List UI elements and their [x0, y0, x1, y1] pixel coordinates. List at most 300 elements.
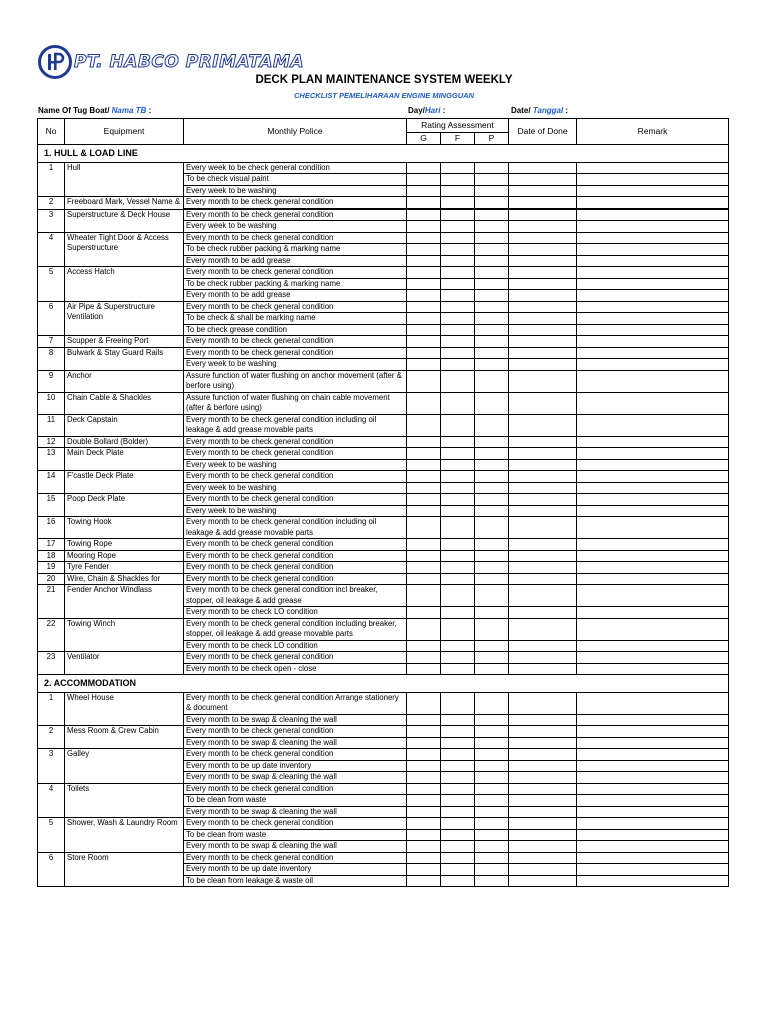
- rating-p-cell[interactable]: [475, 471, 509, 483]
- rating-f-cell[interactable]: [441, 852, 475, 864]
- remark-cell[interactable]: [577, 726, 729, 738]
- rating-f-cell[interactable]: [441, 517, 475, 539]
- rating-p-cell[interactable]: [475, 772, 509, 784]
- rating-g-cell[interactable]: [407, 185, 441, 197]
- date-done-cell[interactable]: [509, 829, 577, 841]
- rating-g-cell[interactable]: [407, 392, 441, 414]
- remark-cell[interactable]: [577, 864, 729, 876]
- rating-p-cell[interactable]: [475, 818, 509, 830]
- remark-cell[interactable]: [577, 760, 729, 772]
- rating-g-cell[interactable]: [407, 336, 441, 348]
- rating-p-cell[interactable]: [475, 392, 509, 414]
- rating-f-cell[interactable]: [441, 726, 475, 738]
- rating-p-cell[interactable]: [475, 783, 509, 795]
- rating-g-cell[interactable]: [407, 221, 441, 233]
- rating-p-cell[interactable]: [475, 267, 509, 279]
- remark-cell[interactable]: [577, 436, 729, 448]
- rating-g-cell[interactable]: [407, 436, 441, 448]
- remark-cell[interactable]: [577, 209, 729, 221]
- date-done-cell[interactable]: [509, 737, 577, 749]
- item-equipment: F'castle Deck Plate: [65, 471, 184, 494]
- rating-f-cell[interactable]: [441, 795, 475, 807]
- rating-f-cell[interactable]: [441, 370, 475, 392]
- item-equipment: Chain Cable & Shackles: [65, 392, 184, 414]
- item-police-line: Every month to be check general condition: [184, 448, 407, 460]
- rating-p-cell[interactable]: [475, 459, 509, 471]
- rating-g-cell[interactable]: [407, 607, 441, 619]
- date-done-cell[interactable]: [509, 185, 577, 197]
- date-done-cell[interactable]: [509, 864, 577, 876]
- date-done-cell[interactable]: [509, 162, 577, 174]
- date-done-cell[interactable]: [509, 749, 577, 761]
- remark-cell[interactable]: [577, 448, 729, 460]
- rating-p-cell[interactable]: [475, 652, 509, 664]
- remark-cell[interactable]: [577, 749, 729, 761]
- remark-cell[interactable]: [577, 607, 729, 619]
- remark-cell[interactable]: [577, 459, 729, 471]
- remark-cell[interactable]: [577, 301, 729, 313]
- rating-g-cell[interactable]: [407, 494, 441, 506]
- rating-p-cell[interactable]: [475, 370, 509, 392]
- remark-cell[interactable]: [577, 562, 729, 574]
- rating-g-cell[interactable]: [407, 875, 441, 887]
- rating-g-cell[interactable]: [407, 505, 441, 517]
- rating-p-cell[interactable]: [475, 313, 509, 325]
- rating-g-cell[interactable]: [407, 640, 441, 652]
- rating-f-cell[interactable]: [441, 313, 475, 325]
- date-done-cell[interactable]: [509, 392, 577, 414]
- item-police-line: Every month to be check general condition Arrange stationery & document: [184, 692, 407, 714]
- rating-g-cell[interactable]: [407, 448, 441, 460]
- rating-g-cell[interactable]: [407, 482, 441, 494]
- remark-cell[interactable]: [577, 370, 729, 392]
- rating-f-cell[interactable]: [441, 232, 475, 244]
- date-done-cell[interactable]: [509, 267, 577, 279]
- rating-p-cell[interactable]: [475, 714, 509, 726]
- rating-g-cell[interactable]: [407, 459, 441, 471]
- rating-p-cell[interactable]: [475, 806, 509, 818]
- rating-p-cell[interactable]: [475, 585, 509, 607]
- remark-cell[interactable]: [577, 232, 729, 244]
- rating-p-cell[interactable]: [475, 562, 509, 574]
- item-police-line: Every month to be add grease: [184, 290, 407, 302]
- date-done-cell[interactable]: [509, 197, 577, 209]
- rating-g-cell[interactable]: [407, 829, 441, 841]
- rating-p-cell[interactable]: [475, 209, 509, 221]
- date-done-cell[interactable]: [509, 852, 577, 864]
- day-field[interactable]: [408, 106, 445, 115]
- date-done-cell[interactable]: [509, 692, 577, 714]
- rating-g-cell[interactable]: [407, 852, 441, 864]
- rating-f-cell[interactable]: [441, 539, 475, 551]
- rating-f-cell[interactable]: [441, 640, 475, 652]
- rating-p-cell[interactable]: [475, 760, 509, 772]
- remark-cell[interactable]: [577, 359, 729, 371]
- remark-cell[interactable]: [577, 471, 729, 483]
- rating-p-cell[interactable]: [475, 573, 509, 585]
- rating-p-cell[interactable]: [475, 347, 509, 359]
- rating-g-cell[interactable]: [407, 517, 441, 539]
- rating-f-cell[interactable]: [441, 301, 475, 313]
- rating-f-cell[interactable]: [441, 414, 475, 436]
- remark-cell[interactable]: [577, 829, 729, 841]
- date-done-cell[interactable]: [509, 290, 577, 302]
- item-no: 11: [38, 414, 65, 436]
- remark-cell[interactable]: [577, 714, 729, 726]
- rating-f-cell[interactable]: [441, 829, 475, 841]
- date-done-cell[interactable]: [509, 539, 577, 551]
- rating-p-cell[interactable]: [475, 290, 509, 302]
- remark-cell[interactable]: [577, 539, 729, 551]
- remark-cell[interactable]: [577, 336, 729, 348]
- date-done-cell[interactable]: [509, 818, 577, 830]
- tug-name-label: Name Of Tug Boat/: [38, 106, 110, 115]
- rating-f-cell[interactable]: [441, 494, 475, 506]
- date-done-cell[interactable]: [509, 494, 577, 506]
- remark-cell[interactable]: [577, 244, 729, 256]
- rating-g-cell[interactable]: [407, 663, 441, 675]
- rating-g-cell[interactable]: [407, 471, 441, 483]
- rating-f-cell[interactable]: [441, 290, 475, 302]
- rating-g-cell[interactable]: [407, 783, 441, 795]
- rating-f-cell[interactable]: [441, 392, 475, 414]
- rating-f-cell[interactable]: [441, 278, 475, 290]
- remark-cell[interactable]: [577, 517, 729, 539]
- rating-g-cell[interactable]: [407, 370, 441, 392]
- rating-g-cell[interactable]: [407, 618, 441, 640]
- date-done-cell[interactable]: [509, 436, 577, 448]
- rating-f-cell[interactable]: [441, 448, 475, 460]
- rating-p-cell[interactable]: [475, 692, 509, 714]
- rating-p-cell[interactable]: [475, 829, 509, 841]
- rating-f-cell[interactable]: [441, 174, 475, 186]
- rating-g-cell[interactable]: [407, 313, 441, 325]
- tug-name-field[interactable]: [38, 106, 151, 115]
- rating-f-cell[interactable]: [441, 841, 475, 853]
- item-police-line: To be clean from waste: [184, 795, 407, 807]
- rating-p-cell[interactable]: [475, 607, 509, 619]
- rating-f-cell[interactable]: [441, 806, 475, 818]
- date-done-cell[interactable]: [509, 448, 577, 460]
- table-row: [38, 585, 729, 607]
- date-done-cell[interactable]: [509, 174, 577, 186]
- rating-f-cell[interactable]: [441, 760, 475, 772]
- rating-f-cell[interactable]: [441, 505, 475, 517]
- remark-cell[interactable]: [577, 505, 729, 517]
- remark-cell[interactable]: [577, 255, 729, 267]
- rating-f-cell[interactable]: [441, 244, 475, 256]
- rating-g-cell[interactable]: [407, 585, 441, 607]
- item-equipment: Towing Rope: [65, 539, 184, 551]
- date-done-cell[interactable]: [509, 313, 577, 325]
- rating-g-cell[interactable]: [407, 162, 441, 174]
- item-equipment: Fender Anchor Windlass: [65, 585, 184, 619]
- rating-p-cell[interactable]: [475, 482, 509, 494]
- rating-g-cell[interactable]: [407, 232, 441, 244]
- rating-g-cell[interactable]: [407, 197, 441, 209]
- rating-f-cell[interactable]: [441, 482, 475, 494]
- remark-cell[interactable]: [577, 795, 729, 807]
- rating-p-cell[interactable]: [475, 749, 509, 761]
- remark-cell[interactable]: [577, 663, 729, 675]
- remark-cell[interactable]: [577, 267, 729, 279]
- rating-p-cell[interactable]: [475, 174, 509, 186]
- rating-f-cell[interactable]: [441, 714, 475, 726]
- date-done-cell[interactable]: [509, 471, 577, 483]
- date-done-cell[interactable]: [509, 607, 577, 619]
- rating-f-cell[interactable]: [441, 459, 475, 471]
- rating-f-cell[interactable]: [441, 347, 475, 359]
- remark-cell[interactable]: [577, 852, 729, 864]
- date-done-cell[interactable]: [509, 255, 577, 267]
- rating-g-cell[interactable]: [407, 290, 441, 302]
- remark-cell[interactable]: [577, 737, 729, 749]
- date-done-cell[interactable]: [509, 550, 577, 562]
- date-done-cell[interactable]: [509, 652, 577, 664]
- rating-f-cell[interactable]: [441, 663, 475, 675]
- date-done-cell[interactable]: [509, 760, 577, 772]
- rating-g-cell[interactable]: [407, 652, 441, 664]
- rating-f-cell[interactable]: [441, 573, 475, 585]
- rating-f-cell[interactable]: [441, 692, 475, 714]
- date-done-cell[interactable]: [509, 618, 577, 640]
- remark-cell[interactable]: [577, 162, 729, 174]
- remark-cell[interactable]: [577, 347, 729, 359]
- rating-p-cell[interactable]: [475, 244, 509, 256]
- rating-g-cell[interactable]: [407, 841, 441, 853]
- remark-cell[interactable]: [577, 585, 729, 607]
- date-done-cell[interactable]: [509, 663, 577, 675]
- rating-f-cell[interactable]: [441, 818, 475, 830]
- item-police-line: Every month to be swap & cleaning the wall: [184, 806, 407, 818]
- remark-cell[interactable]: [577, 494, 729, 506]
- remark-cell[interactable]: [577, 640, 729, 652]
- rating-g-cell[interactable]: [407, 864, 441, 876]
- remark-cell[interactable]: [577, 221, 729, 233]
- rating-p-cell[interactable]: [475, 436, 509, 448]
- item-no: 2: [38, 197, 65, 210]
- tug-name-label-italic: Nama TB: [111, 106, 147, 115]
- rating-f-cell[interactable]: [441, 185, 475, 197]
- date-done-cell[interactable]: [509, 806, 577, 818]
- rating-g-cell[interactable]: [407, 255, 441, 267]
- date-done-cell[interactable]: [509, 459, 577, 471]
- remark-cell[interactable]: [577, 290, 729, 302]
- date-done-cell[interactable]: [509, 714, 577, 726]
- rating-f-cell[interactable]: [441, 618, 475, 640]
- remark-cell[interactable]: [577, 324, 729, 336]
- rating-f-cell[interactable]: [441, 652, 475, 664]
- date-done-cell[interactable]: [509, 517, 577, 539]
- rating-g-cell[interactable]: [407, 278, 441, 290]
- rating-p-cell[interactable]: [475, 875, 509, 887]
- rating-f-cell[interactable]: [441, 255, 475, 267]
- rating-f-cell[interactable]: [441, 607, 475, 619]
- date-done-cell[interactable]: [509, 482, 577, 494]
- item-police-line: Every month to be check general condition: [184, 818, 407, 830]
- rating-p-cell[interactable]: [475, 517, 509, 539]
- date-done-cell[interactable]: [509, 359, 577, 371]
- rating-p-cell[interactable]: [475, 795, 509, 807]
- date-done-cell[interactable]: [509, 875, 577, 887]
- rating-g-cell[interactable]: [407, 772, 441, 784]
- col-header-police: Monthly Police: [184, 119, 407, 145]
- rating-g-cell[interactable]: [407, 324, 441, 336]
- item-police-line: Assure function of water flushing on anchor movement (after & berfore using): [184, 370, 407, 392]
- rating-p-cell[interactable]: [475, 359, 509, 371]
- rating-g-cell[interactable]: [407, 209, 441, 221]
- checklist-table: [37, 118, 729, 887]
- rating-p-cell[interactable]: [475, 448, 509, 460]
- rating-f-cell[interactable]: [441, 336, 475, 348]
- rating-f-cell[interactable]: [441, 562, 475, 574]
- rating-g-cell[interactable]: [407, 692, 441, 714]
- rating-p-cell[interactable]: [475, 336, 509, 348]
- rating-p-cell[interactable]: [475, 726, 509, 738]
- rating-f-cell[interactable]: [441, 772, 475, 784]
- rating-g-cell[interactable]: [407, 301, 441, 313]
- rating-f-cell[interactable]: [441, 267, 475, 279]
- rating-g-cell[interactable]: [407, 760, 441, 772]
- rating-g-cell[interactable]: [407, 795, 441, 807]
- date-done-cell[interactable]: [509, 209, 577, 221]
- rating-p-cell[interactable]: [475, 550, 509, 562]
- date-done-cell[interactable]: [509, 783, 577, 795]
- rating-g-cell[interactable]: [407, 550, 441, 562]
- rating-p-cell[interactable]: [475, 278, 509, 290]
- rating-p-cell[interactable]: [475, 539, 509, 551]
- rating-p-cell[interactable]: [475, 737, 509, 749]
- date-done-cell[interactable]: [509, 585, 577, 607]
- rating-p-cell[interactable]: [475, 162, 509, 174]
- remark-cell[interactable]: [577, 652, 729, 664]
- remark-cell[interactable]: [577, 692, 729, 714]
- date-done-cell[interactable]: [509, 505, 577, 517]
- remark-cell[interactable]: [577, 550, 729, 562]
- remark-cell[interactable]: [577, 482, 729, 494]
- remark-cell[interactable]: [577, 818, 729, 830]
- rating-p-cell[interactable]: [475, 197, 509, 209]
- date-done-cell[interactable]: [509, 562, 577, 574]
- remark-cell[interactable]: [577, 174, 729, 186]
- rating-p-cell[interactable]: [475, 663, 509, 675]
- rating-g-cell[interactable]: [407, 562, 441, 574]
- rating-g-cell[interactable]: [407, 818, 441, 830]
- rating-f-cell[interactable]: [441, 783, 475, 795]
- remark-cell[interactable]: [577, 806, 729, 818]
- date-done-cell[interactable]: [509, 301, 577, 313]
- rating-g-cell[interactable]: [407, 539, 441, 551]
- rating-p-cell[interactable]: [475, 505, 509, 517]
- rating-p-cell[interactable]: [475, 255, 509, 267]
- remark-cell[interactable]: [577, 392, 729, 414]
- date-done-cell[interactable]: [509, 221, 577, 233]
- rating-p-cell[interactable]: [475, 414, 509, 436]
- rating-f-cell[interactable]: [441, 221, 475, 233]
- rating-p-cell[interactable]: [475, 618, 509, 640]
- rating-g-cell[interactable]: [407, 347, 441, 359]
- rating-p-cell[interactable]: [475, 852, 509, 864]
- date-field[interactable]: [511, 106, 568, 115]
- remark-cell[interactable]: [577, 278, 729, 290]
- date-done-cell[interactable]: [509, 278, 577, 290]
- remark-cell[interactable]: [577, 783, 729, 795]
- remark-cell[interactable]: [577, 197, 729, 209]
- date-done-cell[interactable]: [509, 726, 577, 738]
- rating-p-cell[interactable]: [475, 864, 509, 876]
- item-no: 10: [38, 392, 65, 414]
- date-done-cell[interactable]: [509, 347, 577, 359]
- remark-cell[interactable]: [577, 618, 729, 640]
- remark-cell[interactable]: [577, 573, 729, 585]
- item-no: 15: [38, 494, 65, 517]
- rating-g-cell[interactable]: [407, 806, 441, 818]
- rating-g-cell[interactable]: [407, 414, 441, 436]
- rating-f-cell[interactable]: [441, 550, 475, 562]
- date-done-cell[interactable]: [509, 772, 577, 784]
- rating-p-cell[interactable]: [475, 232, 509, 244]
- rating-f-cell[interactable]: [441, 359, 475, 371]
- remark-cell[interactable]: [577, 841, 729, 853]
- rating-f-cell[interactable]: [441, 209, 475, 221]
- remark-cell[interactable]: [577, 313, 729, 325]
- rating-p-cell[interactable]: [475, 185, 509, 197]
- rating-g-cell[interactable]: [407, 737, 441, 749]
- remark-cell[interactable]: [577, 772, 729, 784]
- rating-p-cell[interactable]: [475, 301, 509, 313]
- rating-f-cell[interactable]: [441, 471, 475, 483]
- rating-g-cell[interactable]: [407, 726, 441, 738]
- rating-f-cell[interactable]: [441, 197, 475, 209]
- rating-f-cell[interactable]: [441, 324, 475, 336]
- date-done-cell[interactable]: [509, 336, 577, 348]
- rating-f-cell[interactable]: [441, 585, 475, 607]
- rating-p-cell[interactable]: [475, 841, 509, 853]
- date-done-cell[interactable]: [509, 573, 577, 585]
- item-equipment: Shower, Wash & Laundry Room: [65, 818, 184, 853]
- rating-p-cell[interactable]: [475, 324, 509, 336]
- rating-p-cell[interactable]: [475, 640, 509, 652]
- rating-f-cell[interactable]: [441, 749, 475, 761]
- item-equipment: Bulwark & Stay Guard Rails: [65, 347, 184, 370]
- rating-g-cell[interactable]: [407, 714, 441, 726]
- rating-g-cell[interactable]: [407, 244, 441, 256]
- rating-g-cell[interactable]: [407, 749, 441, 761]
- rating-g-cell[interactable]: [407, 174, 441, 186]
- rating-g-cell[interactable]: [407, 267, 441, 279]
- rating-f-cell[interactable]: [441, 864, 475, 876]
- rating-p-cell[interactable]: [475, 221, 509, 233]
- rating-f-cell[interactable]: [441, 737, 475, 749]
- remark-cell[interactable]: [577, 875, 729, 887]
- date-done-cell[interactable]: [509, 795, 577, 807]
- date-done-cell[interactable]: [509, 841, 577, 853]
- date-done-cell[interactable]: [509, 414, 577, 436]
- rating-f-cell[interactable]: [441, 162, 475, 174]
- date-done-cell[interactable]: [509, 244, 577, 256]
- rating-g-cell[interactable]: [407, 359, 441, 371]
- date-done-cell[interactable]: [509, 640, 577, 652]
- date-done-cell[interactable]: [509, 324, 577, 336]
- remark-cell[interactable]: [577, 185, 729, 197]
- rating-f-cell[interactable]: [441, 875, 475, 887]
- rating-g-cell[interactable]: [407, 573, 441, 585]
- date-done-cell[interactable]: [509, 232, 577, 244]
- rating-p-cell[interactable]: [475, 494, 509, 506]
- rating-f-cell[interactable]: [441, 436, 475, 448]
- date-done-cell[interactable]: [509, 370, 577, 392]
- remark-cell[interactable]: [577, 414, 729, 436]
